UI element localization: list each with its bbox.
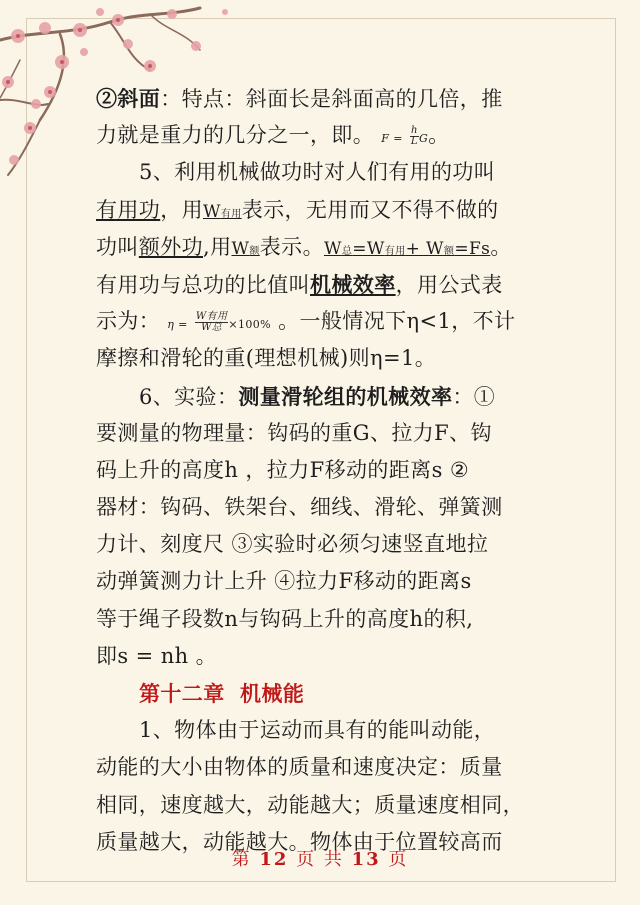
- text-span: 功叫: [96, 234, 139, 259]
- text-span: ，用公式表: [395, 272, 503, 297]
- fraction-numerator: h: [411, 125, 418, 137]
- current-page-number: 12: [259, 849, 289, 870]
- text-line: [96, 80, 548, 117]
- footer-text: 第: [231, 849, 252, 870]
- total-page-count: 13: [351, 849, 381, 870]
- text-span: 有用功与总功的比值叫: [96, 272, 310, 297]
- variable-w-extra: W额: [231, 238, 260, 259]
- fraction-denominator: L: [410, 136, 418, 148]
- text-span: ：特点：斜面长是斜面高的几倍，推: [160, 87, 503, 111]
- text-span: 示为：: [96, 309, 161, 334]
- formula-factor: G: [418, 132, 429, 146]
- variable-w-useful: W有用: [203, 201, 242, 222]
- text-span: 。: [428, 123, 450, 148]
- text-line: [96, 229, 548, 266]
- chapter-heading: 第十二章 机械能: [139, 681, 305, 706]
- text-line: [96, 192, 548, 229]
- text-span: 。一般情况下η<1，不计: [278, 309, 516, 334]
- text-span: 6、实验：: [139, 384, 239, 409]
- term-underlined: 机械效率: [310, 271, 396, 297]
- text-line: 力计、刻度尺 ③实验时必须匀速竖直地拉: [96, 532, 489, 557]
- text-line: [96, 117, 548, 154]
- text-line: 动能的大小由物体的质量和速度决定：质量: [96, 755, 503, 780]
- footer-text: 页 共: [296, 849, 344, 870]
- footer-text: 页: [388, 849, 409, 870]
- text-line: 摩擦和滑轮的重(理想机械)则η=1。: [96, 346, 437, 371]
- heading-inline: ②斜面: [96, 86, 161, 111]
- text-line: [96, 303, 548, 340]
- text-line: 等于绳子段数n与钩码上升的高度h的积,: [96, 606, 474, 631]
- text-line: 动弹簧测力计上升 ④拉力F移动的距离s: [96, 569, 472, 594]
- text-span: ，用: [160, 197, 204, 222]
- text-span: ：①: [452, 384, 496, 409]
- efficiency-fraction: [195, 312, 228, 333]
- text-line: 质量越大，动能越大。物体由于位置较高而: [96, 829, 503, 854]
- text-span: 表示，无用而又不得不做的: [241, 197, 499, 222]
- text-span: 力就是重力的几分之一，即。: [96, 123, 375, 148]
- text-line: 相同，速度越大，动能越大；质量速度相同，: [96, 792, 524, 817]
- page-number-footer: [0, 845, 640, 871]
- text-span: ,用: [203, 234, 232, 259]
- work-equation: W总=W有用+ W额=Fs: [323, 238, 491, 259]
- text-line: [96, 266, 548, 303]
- text-span: 表示。: [259, 234, 324, 259]
- text-line: [96, 378, 548, 415]
- formula-lhs: F =: [381, 132, 403, 146]
- text-line: 器材：钩码、铁架台、细线、滑轮、弹簧测: [96, 495, 503, 520]
- text-line: 要测量的物理量：钩码的重G、拉力F、钩: [96, 420, 492, 445]
- text-line: 即s = nh 。: [96, 643, 218, 668]
- efficiency-lhs: η =: [167, 318, 188, 332]
- text-line: 1、物体由于运动而具有的能叫动能，: [139, 718, 496, 743]
- term-underlined: 有用功: [96, 197, 161, 222]
- text-line: 5、利用机械做功时对人们有用的功叫: [139, 160, 496, 185]
- term-underlined: 额外功: [138, 234, 204, 259]
- fraction-denominator: W总: [201, 322, 223, 334]
- text-span: 。: [490, 234, 512, 259]
- formula-fraction: [410, 126, 419, 147]
- efficiency-percent: ×100%: [228, 318, 272, 332]
- experiment-title: 测量滑轮组的机械效率: [238, 383, 453, 409]
- text-line: 码上升的高度h ，拉力F移动的距离s ②: [96, 457, 470, 482]
- fraction-numerator: W有用: [195, 311, 228, 323]
- document-body: [96, 80, 548, 861]
